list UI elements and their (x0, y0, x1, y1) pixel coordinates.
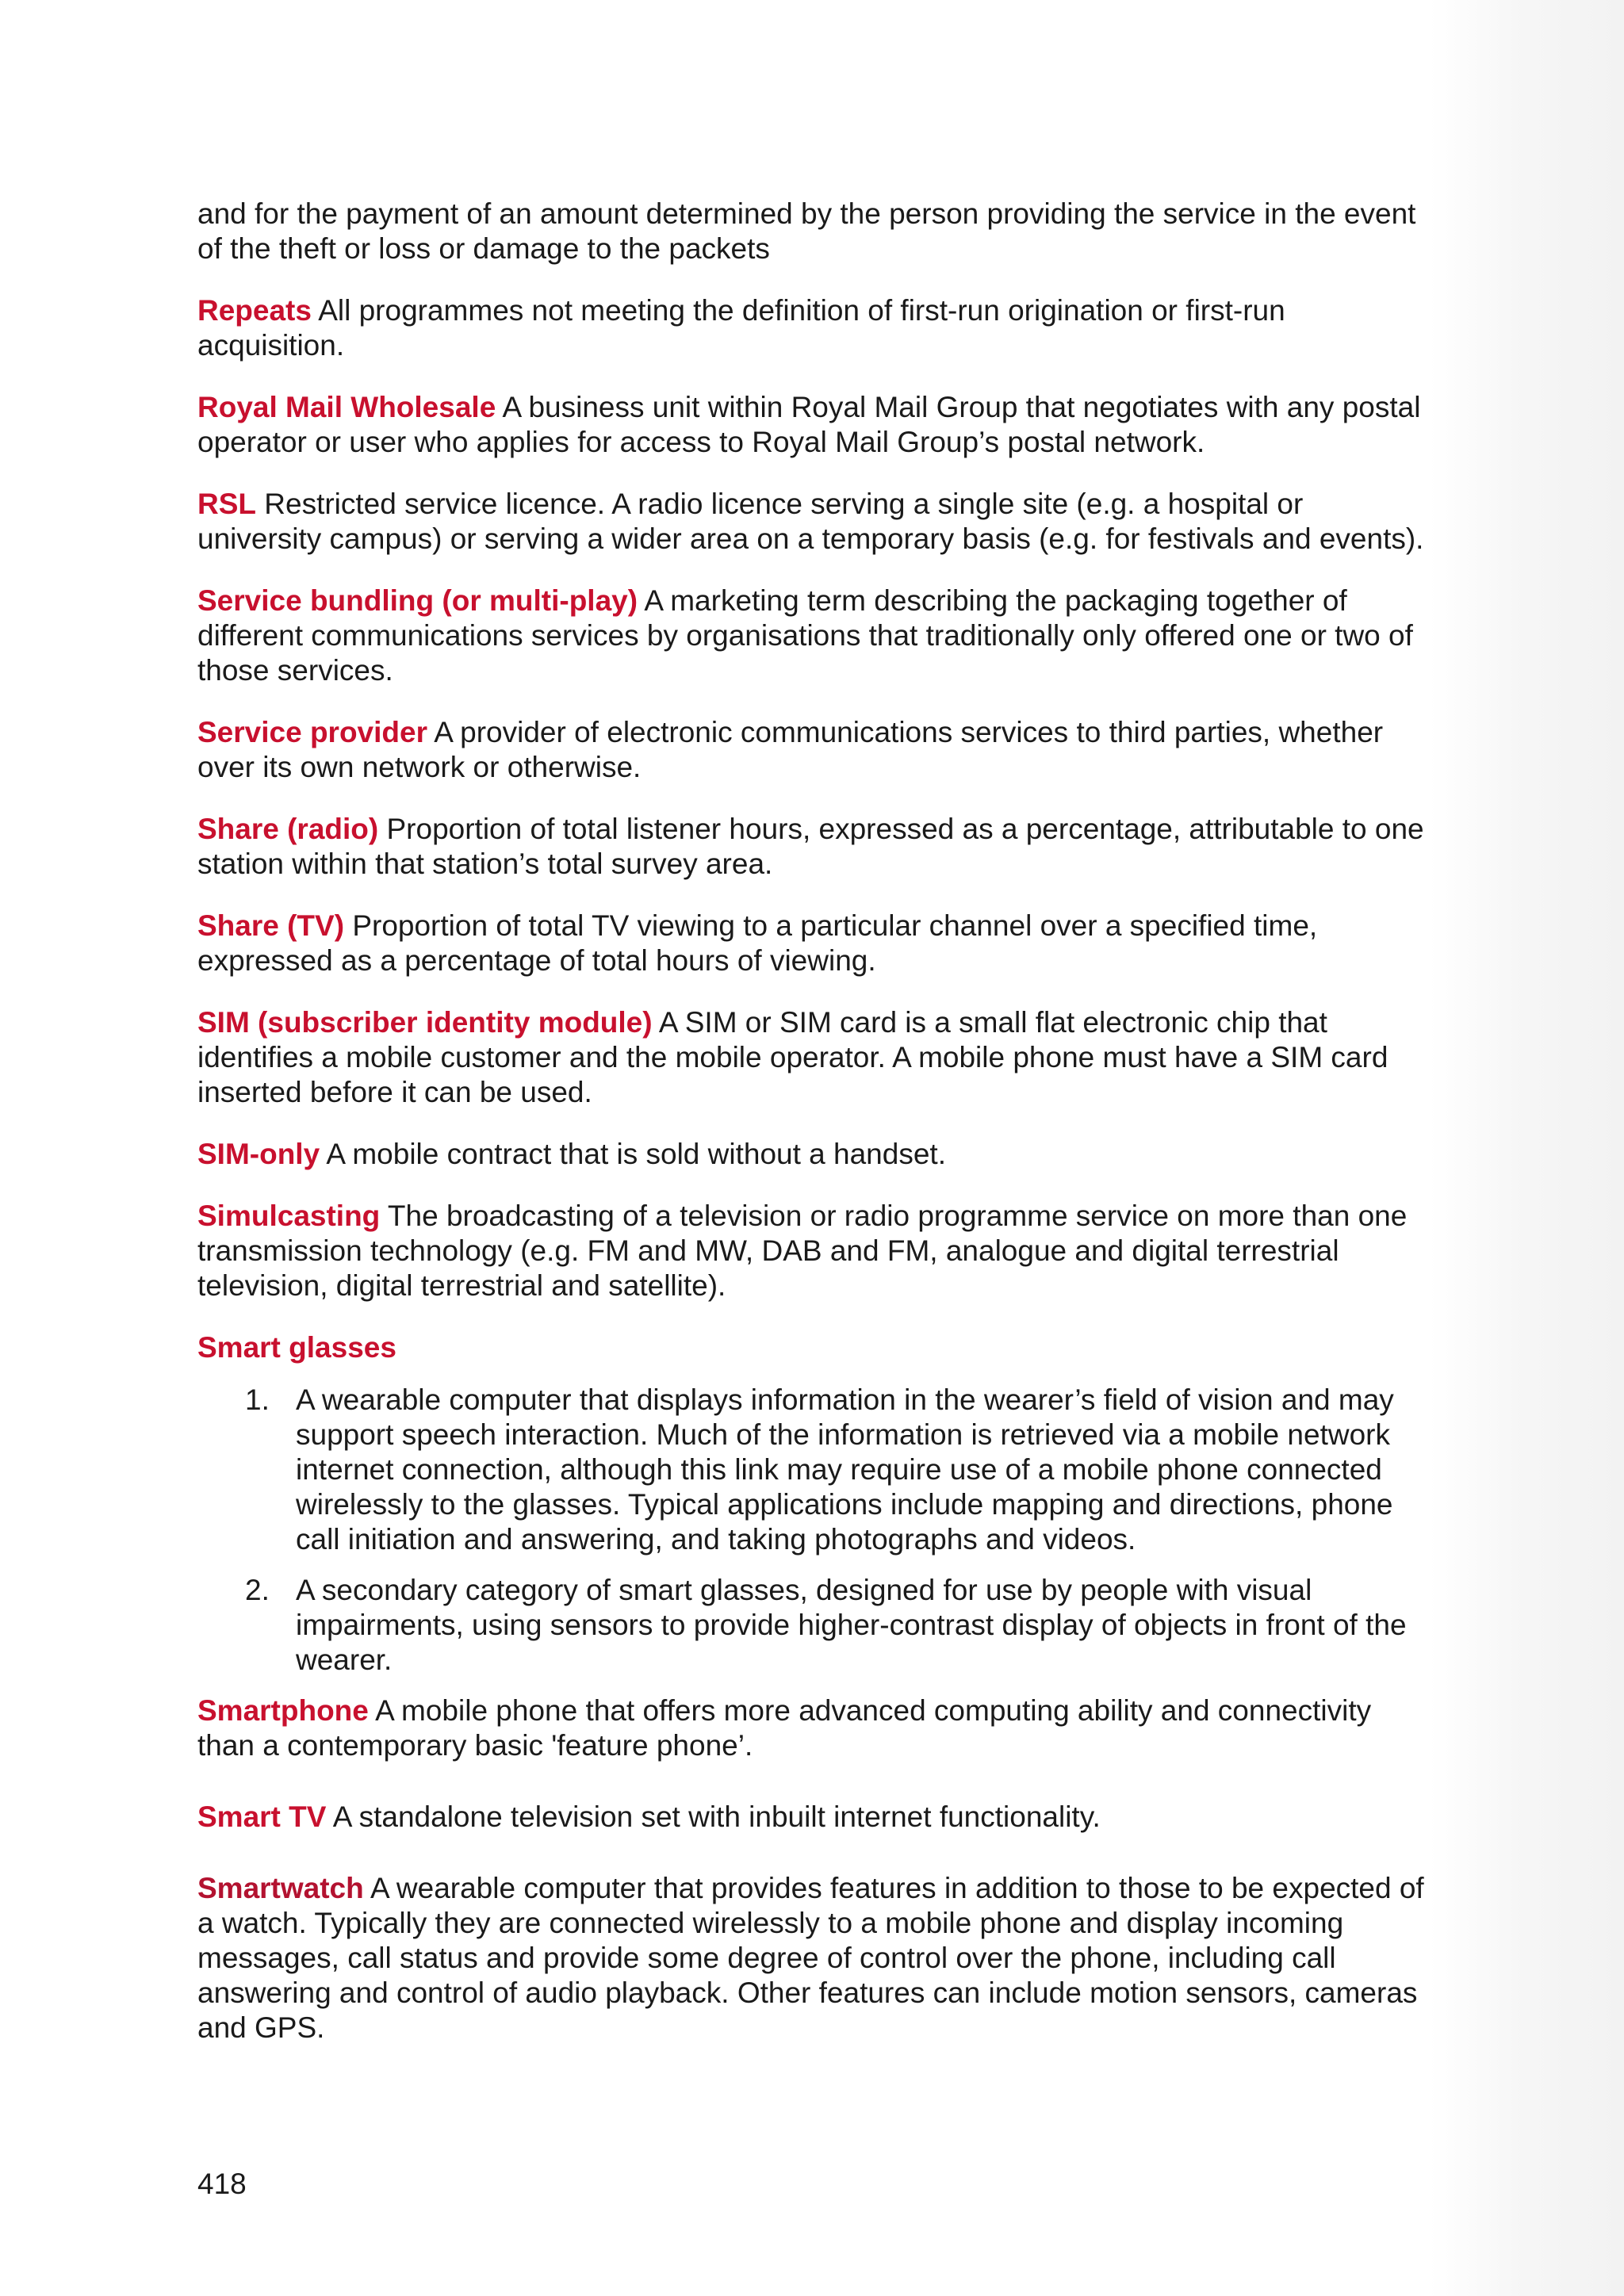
list-number: 1. (245, 1383, 270, 1416)
definition: A mobile phone that offers more advanced computing ability and connectivity than a contemporary basic 'feature phone’. (197, 1694, 1372, 1762)
definition: A wearable computer that provides features in addition to those to be expected of a watch. Typically they are connected wirelessly to a mobile phone and display incoming messages, call status and provide some degree of control over the phone, including call answering and control of audio playback. Other features can include motion sensors, cameras and GPS. (197, 1872, 1424, 2044)
definition: A SIM or SIM card is a small flat electronic chip that identifies a mobile customer and the mobile operator. A mobile phone must have a SIM card inserted before it can be used. (197, 1006, 1388, 1108)
glossary-entry-royal-mail-wholesale (197, 390, 1434, 460)
glossary-entry-share-tv (197, 909, 1434, 978)
definition: A standalone television set with inbuilt internet functionality. (332, 1800, 1101, 1833)
term: Smartwatch (197, 1872, 364, 1904)
term: Smart TV (197, 1800, 327, 1833)
definition: A provider of electronic communications services to third parties, whether over its own network or otherwise. (197, 716, 1384, 783)
glossary-entry-repeats (197, 293, 1434, 363)
definition: A mobile contract that is sold without a handset. (326, 1138, 946, 1170)
glossary-entry-sim-only (197, 1137, 1434, 1172)
list-item (197, 1383, 1434, 1557)
glossary-entry-smart-glasses (197, 1330, 1434, 1678)
term: Service bundling (or multi-play) (197, 584, 638, 617)
glossary-entry-service-provider (197, 715, 1434, 785)
definition: A marketing term describing the packaging together of different communications services by organisations that traditionally only offered one or two of those services. (197, 584, 1413, 687)
glossary-entry-service-bundling (197, 584, 1434, 688)
glossary-entry-share-radio (197, 812, 1434, 882)
list-text: A secondary category of smart glasses, designed for use by people with visual impairments, using sensors to provide higher-contrast display of objects in front of the wearer. (296, 1574, 1407, 1676)
definition: All programmes not meeting the definition of first-run origination or first-run acquisition. (197, 294, 1285, 362)
term: Repeats (197, 294, 312, 327)
list-item (197, 1573, 1434, 1678)
term: Royal Mail Wholesale (197, 391, 496, 423)
term: Simulcasting (197, 1200, 381, 1232)
definition: Proportion of total listener hours, expressed as a percentage, attributable to one station within that station’s total survey area. (197, 813, 1424, 880)
numbered-list (197, 1383, 1434, 1678)
term: RSL (197, 488, 256, 520)
intro-paragraph (197, 197, 1434, 266)
page-number: 418 (197, 2168, 247, 2200)
glossary-content (197, 197, 1434, 2072)
list-number: 2. (245, 1574, 270, 1606)
definition: The broadcasting of a television or radio programme service on more than one transmission technology (e.g. FM and MW, DAB and FM, analogue and digital terrestrial television, digital terrestrial and satellite). (197, 1200, 1408, 1302)
list-text: A wearable computer that displays information in the wearer’s field of vision and may support speech interaction. Much of the information is retrieved via a mobile network internet connection, although this link may require use of a mobile phone connected wirelessly to the glasses. Typical applications include mapping and directions, phone call initiation and answering, and taking photographs and videos. (296, 1383, 1394, 1556)
term: Smartphone (197, 1694, 369, 1727)
glossary-entry-rsl (197, 487, 1434, 557)
term: Smart glasses (197, 1331, 396, 1364)
definition: Restricted service licence. A radio licence serving a single site (e.g. a hospital or university campus) or serving a wider area on a temporary basis (e.g. for festivals and events). (197, 488, 1424, 555)
glossary-entry-smart-tv (197, 1800, 1434, 1835)
intro-text: and for the payment of an amount determined by the person providing the service in the event of the theft or loss or damage to the packets (197, 197, 1416, 265)
term: SIM (subscriber identity module) (197, 1006, 653, 1039)
definition: Proportion of total TV viewing to a particular channel over a specified time, expressed as a percentage of total hours of viewing. (197, 909, 1318, 977)
term: Share (radio) (197, 813, 379, 845)
term: Service provider (197, 716, 427, 748)
definition: A business unit within Royal Mail Group that negotiates with any postal operator or user who applies for access to Royal Mail Group’s postal network. (197, 391, 1421, 458)
glossary-entry-smartphone (197, 1693, 1434, 1763)
glossary-entry-simulcasting (197, 1199, 1434, 1303)
glossary-entry-smartwatch (197, 1871, 1434, 2045)
term: SIM-only (197, 1138, 320, 1170)
glossary-entry-sim (197, 1005, 1434, 1110)
term: Share (TV) (197, 909, 345, 942)
